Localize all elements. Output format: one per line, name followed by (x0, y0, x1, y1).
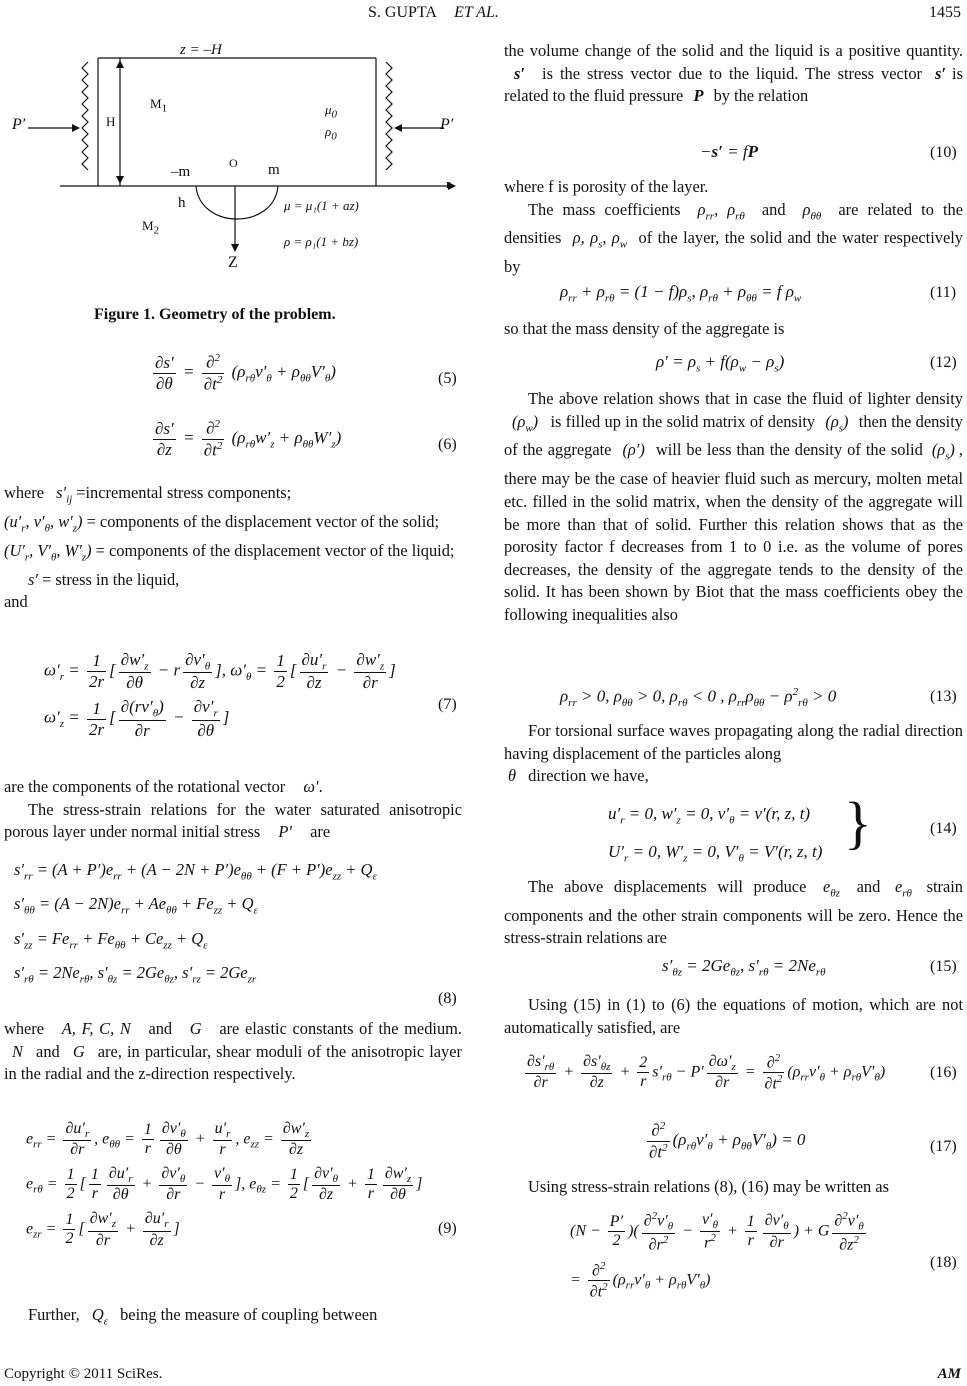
fig-label-rho-eq: ρ = ρ₁(1 + bz) (284, 234, 359, 249)
footer-journal: AM (937, 1366, 961, 1382)
eq9-number: (9) (438, 1220, 457, 1237)
figure-caption: Figure 1. Geometry of the problem. (94, 306, 336, 323)
eq10-number: (10) (930, 144, 957, 161)
equation-6: $\frac{\partial s'}{\partial z}$ = $\frac{\partial^2}{\partial t^2}$ $(\rho_{r\theta}w'_z + \rho_{\theta\theta}W'_z)$ (155, 418, 342, 460)
equation-13: $\rho_{rr} > 0$, $\rho_{\theta\theta} > 0$, $\rho_{r\theta} < 0$ , $\rho_{rr}\rho_{\theta\theta} - \rho^2_{r\theta} > 0$ (560, 686, 837, 710)
left-text-block-1: where $s'_{ij}$ =incremental stress components; ($u'_r$, $v'_\theta$, $w'_z$) = components of the displacement vector of the solid; ($U'_r$, $V'_\theta$, $W'_z$) = components of the displacement vector of the liquid; s′ = stress in the liquid, and (4, 483, 455, 612)
eq17-number: (17) (930, 1138, 957, 1155)
right-text-block-1: the volume change of the solid and the liquid is a positive quantity. s′ is the stress vector due to the liquid. The stress vector s′ is related to the fluid pressure P by the relation (504, 41, 963, 106)
running-head-etal: ET AL. (454, 4, 499, 21)
equation-17: $\frac{\partial^2}{\partial t^2}$ $(\rho_{r\theta}v'_\theta + \rho_{\theta\theta}V'_\theta) = 0$ (649, 1120, 806, 1162)
running-head (368, 4, 499, 22)
right-text-block-3: so that the mass density of the aggregate is (504, 319, 785, 338)
page-number: 1455 (929, 4, 961, 21)
fig-label-top: z = –H (180, 42, 222, 58)
fig-label-origin: O (229, 156, 238, 170)
equation-5: $\frac{\partial s'}{\partial\theta}$ = $\frac{\partial^2}{\partial t^2}$ $(\rho_{r\theta}v'_\theta + \rho_{\theta\theta}V'_\theta)$ (155, 352, 336, 394)
eq11-number: (11) (930, 284, 957, 301)
left-text-block-3: where A, F, C, N and G are elastic constants of the medium. N and G are, in particular, shear moduli of the anisotropic layer in the radial and the z-direction respectively. (4, 1019, 462, 1084)
equation-7: $\omega'_r$ = $\frac{1}{2r}$ [ $\frac{\partial w'_z}{\partial\theta}$ − r $\frac{\partial v'_\theta}{\partial z}$ ], $\omega'_\theta$ = $\frac{1}{2}$ [ $\frac{\partial u'_r}{\partial z}$ − $\frac{\partial w'_z}{\partial r}$ ] $\omega'_z$ = $\frac{1}{2r}$ [ $\frac{\partial(rv'_\theta)}{\partial r}$ − $\frac{\partial v'_r}{\partial\theta}$ ] (44, 650, 396, 740)
fig-label-z: Z (228, 254, 238, 271)
fig-label-rho0: $\rho_0$ (325, 124, 337, 143)
right-text-block-7: Using (15) in (1) to (6) the equations of motion, which are not automatically satisfied, are (504, 995, 963, 1037)
eq12-number: (12) (930, 354, 957, 371)
left-text-block-2: are the components of the rotational vector ω′. The stress-strain relations for the water saturated anisotropic porous layer under normal initial stress P′ are (4, 777, 462, 842)
eq7-number: (7) (438, 696, 457, 713)
equation-8: $s'_{rr} = (A + P')e_{rr} + (A - 2N + P')e_{\theta\theta} + (F + P')e_{zz} + Q_\varepsilon$ $s'_{\theta\theta} = (A - 2N)e_{rr} + Ae_{\theta\theta} + Fe_{zz} + Q_\varepsilon$ $s'_{zz} = Fe_{rr} + Fe_{\theta\theta} + Ce_{zz} + Q_\varepsilon$ $s'_{r\theta} = 2Ne_{r\theta}$, $s'_{\theta z} = 2Ge_{\theta z}$, $s'_{rz} = 2Ge_{zr}$ (14, 860, 377, 986)
eq15-number: (15) (930, 958, 957, 975)
equation-11: $\rho_{rr} + \rho_{r\theta} = (1 - f)\rho_s$, $\rho_{r\theta} + \rho_{\theta\theta} = f$ $\rho_w$ (560, 282, 802, 305)
fig-label-mu0: $\mu_0$ (325, 102, 338, 121)
right-text-block-8: Using stress-strain relations (8), (16) may be written as (528, 1177, 889, 1196)
right-text-block-4: The above relation shows that in case the fluid of lighter density $(\rho_w)$ is filled up in the solid matrix of density $(\rho_s)$ then the density of the aggregate (ρ′) will be less than the density of the solid $(\rho_s)$ , there may be the case of heavier fluid such as mercury, molten metal etc. filled in the solid matrix, when the density of the aggregate will be more than that of solid. Further this relation shows that as the porosity factor f decreases from 1 to 0 i.e. as the volume of pores decreases, the density of the aggregate tends to the density of the solid. It has been shown by Biot that the mass coefficients obey the following inequalities also (504, 389, 963, 624)
equation-16: $\frac{\partial s'_{r\theta}}{\partial r}$ + $\frac{\partial s'_{\theta z}}{\partial z}$ + $\frac{2}{r}$ $s'_{r\theta} - P'$ $\frac{\partial\omega'_z}{\partial r}$ = $\frac{\partial^2}{\partial t^2}$ $(\rho_{rr}v'_\theta + \rho_{r\theta}V'_\theta)$ (527, 1052, 886, 1093)
eq18-number: (18) (930, 1254, 957, 1271)
eq14-brace: } (844, 790, 872, 855)
equation-15: $s'_{\theta z} = 2Ge_{\theta z}$, $s'_{r\theta} = 2Ne_{r\theta}$ (662, 956, 826, 979)
fig-label-h: h (178, 195, 186, 211)
equation-12: $\rho' = \rho_s + f(\rho_w - \rho_s)$ (656, 352, 785, 375)
eq5-number: (5) (438, 370, 457, 387)
equation-10: −s′ = fP (700, 142, 758, 161)
eq14-number: (14) (930, 820, 957, 837)
eq16-number: (16) (930, 1064, 957, 1081)
eq13-number: (13) (930, 688, 957, 705)
right-text-block-2: where f is porosity of the layer. The mass coefficients $\rho_{rr}$, $\rho_{r\theta}$ and $\rho_{\theta\theta}$ are related to the densities ρ, $\rho_s$, $\rho_w$ of the layer, the solid and the water respectively by (504, 177, 963, 277)
fig-label-m2: $M_2$ (142, 218, 160, 237)
fig-label-m: m (268, 162, 280, 178)
left-text-block-4: Further, $Q_\varepsilon$ being the measure of coupling between (28, 1305, 378, 1328)
fig-label-mu-eq: μ = μ₁(1 + az) (284, 198, 359, 213)
fig-label-m1: $M_1$ (150, 96, 168, 115)
fig-label-minus-m: –m (171, 164, 191, 180)
eq6-number: (6) (438, 436, 457, 453)
equation-9: $e_{rr}$ = $\frac{\partial u'_r}{\partial r}$ , $e_{\theta\theta}$ = $\frac{1}{r}$ $\frac{\partial v'_\theta}{\partial\theta}$ + $\frac{u'_r}{r}$ , $e_{zz}$ = $\frac{\partial w'_z}{\partial z}$ $e_{r\theta}$ = $\frac{1}{2}$ [ $\frac{1}{r}$ $\frac{\partial u'_r}{\partial\theta}$ + $\frac{\partial v'_\theta}{\partial r}$ − $\frac{v'_\theta}{r}$ ], $e_{\theta z}$ = $\frac{1}{2}$ [ $\frac{\partial v'_\theta}{\partial z}$ + $\frac{1}{r}$ $\frac{\partial w'_z}{\partial\theta}$ ] $e_{zr}$ = $\frac{1}{2}$ [ $\frac{\partial w'_z}{\partial r}$ + $\frac{\partial u'_r}{\partial z}$ ] (26, 1120, 423, 1249)
fig-label-r: r (446, 176, 451, 191)
fig-label-h-upper: H (106, 114, 116, 129)
right-text-block-5: For torsional surface waves propagating along the radial direction having displacement of the particles along θ direction we have, (504, 721, 963, 786)
eq8-number: (8) (438, 990, 457, 1007)
fig-label-p-right: P′ (440, 116, 454, 133)
footer-copyright: Copyright © 2011 SciRes. (4, 1366, 163, 1382)
running-head-authors: S. GUPTA (368, 4, 437, 21)
equation-14: $u'_r = 0$, $w'_z = 0$, $v'_\theta = v'(r$, z, t) $U'_r = 0$, $W'_z = 0$, $V'_\theta = V'(r$, z, t) (608, 804, 823, 865)
fig-label-p-left: P′ (12, 116, 26, 133)
equation-18: (N − $\frac{P'}{2}$ )( $\frac{\partial^2v'_\theta}{\partial r^2}$ − $\frac{v'_\theta}{r^2}$ + $\frac{1}{r}$ $\frac{\partial v'_\theta}{\partial r}$ ) + G $\frac{\partial^2v'_\theta}{\partial z^2}$ = $\frac{\partial^2}{\partial t^2}$ $(\rho_{rr}v'_\theta + \rho_{r\theta}V'_\theta)$ (570, 1210, 864, 1301)
right-text-block-6: The above displacements will produce $e_{\theta z}$ and $e_{r\theta}$ strain components and the other strain components will be zero. Hence the stress-strain relations are (504, 877, 963, 948)
